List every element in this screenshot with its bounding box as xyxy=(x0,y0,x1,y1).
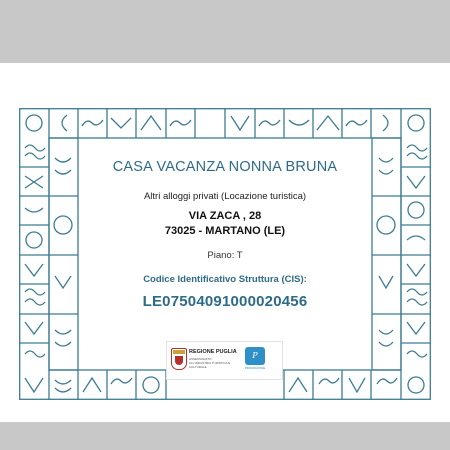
property-title: CASA VACANZA NONNA BRUNA xyxy=(112,159,338,175)
regione-name: REGIONE PUGLIA xyxy=(189,349,237,355)
info-panel xyxy=(79,153,371,358)
cis-code: LE07504091000020456 xyxy=(142,293,308,310)
pp-mark-icon: P xyxy=(245,347,265,365)
bottom-gray-band xyxy=(0,422,450,450)
property-category: Altri alloggi privati (Locazione turistica) xyxy=(143,191,307,202)
address-street: VIA ZACA , 28 xyxy=(188,210,262,222)
regione-puglia-logo xyxy=(171,346,237,375)
top-gray-band xyxy=(0,0,450,63)
cis-label: Codice Identificativo Struttura (CIS): xyxy=(143,274,307,285)
pugliapromozione-logo xyxy=(233,346,277,375)
address-city: 73025 - MARTANO (LE) xyxy=(164,225,286,237)
pp-subtitle: PROMOZIONE xyxy=(244,366,266,370)
regione-subtitle: ASSESSORATO ALL'INDUSTRIA TURISTICA E CULTURALE xyxy=(189,357,231,369)
crest-icon xyxy=(171,348,187,370)
logo-strip xyxy=(166,341,283,380)
notice-sheet xyxy=(0,63,450,422)
floor-info: Piano: T xyxy=(207,250,243,261)
